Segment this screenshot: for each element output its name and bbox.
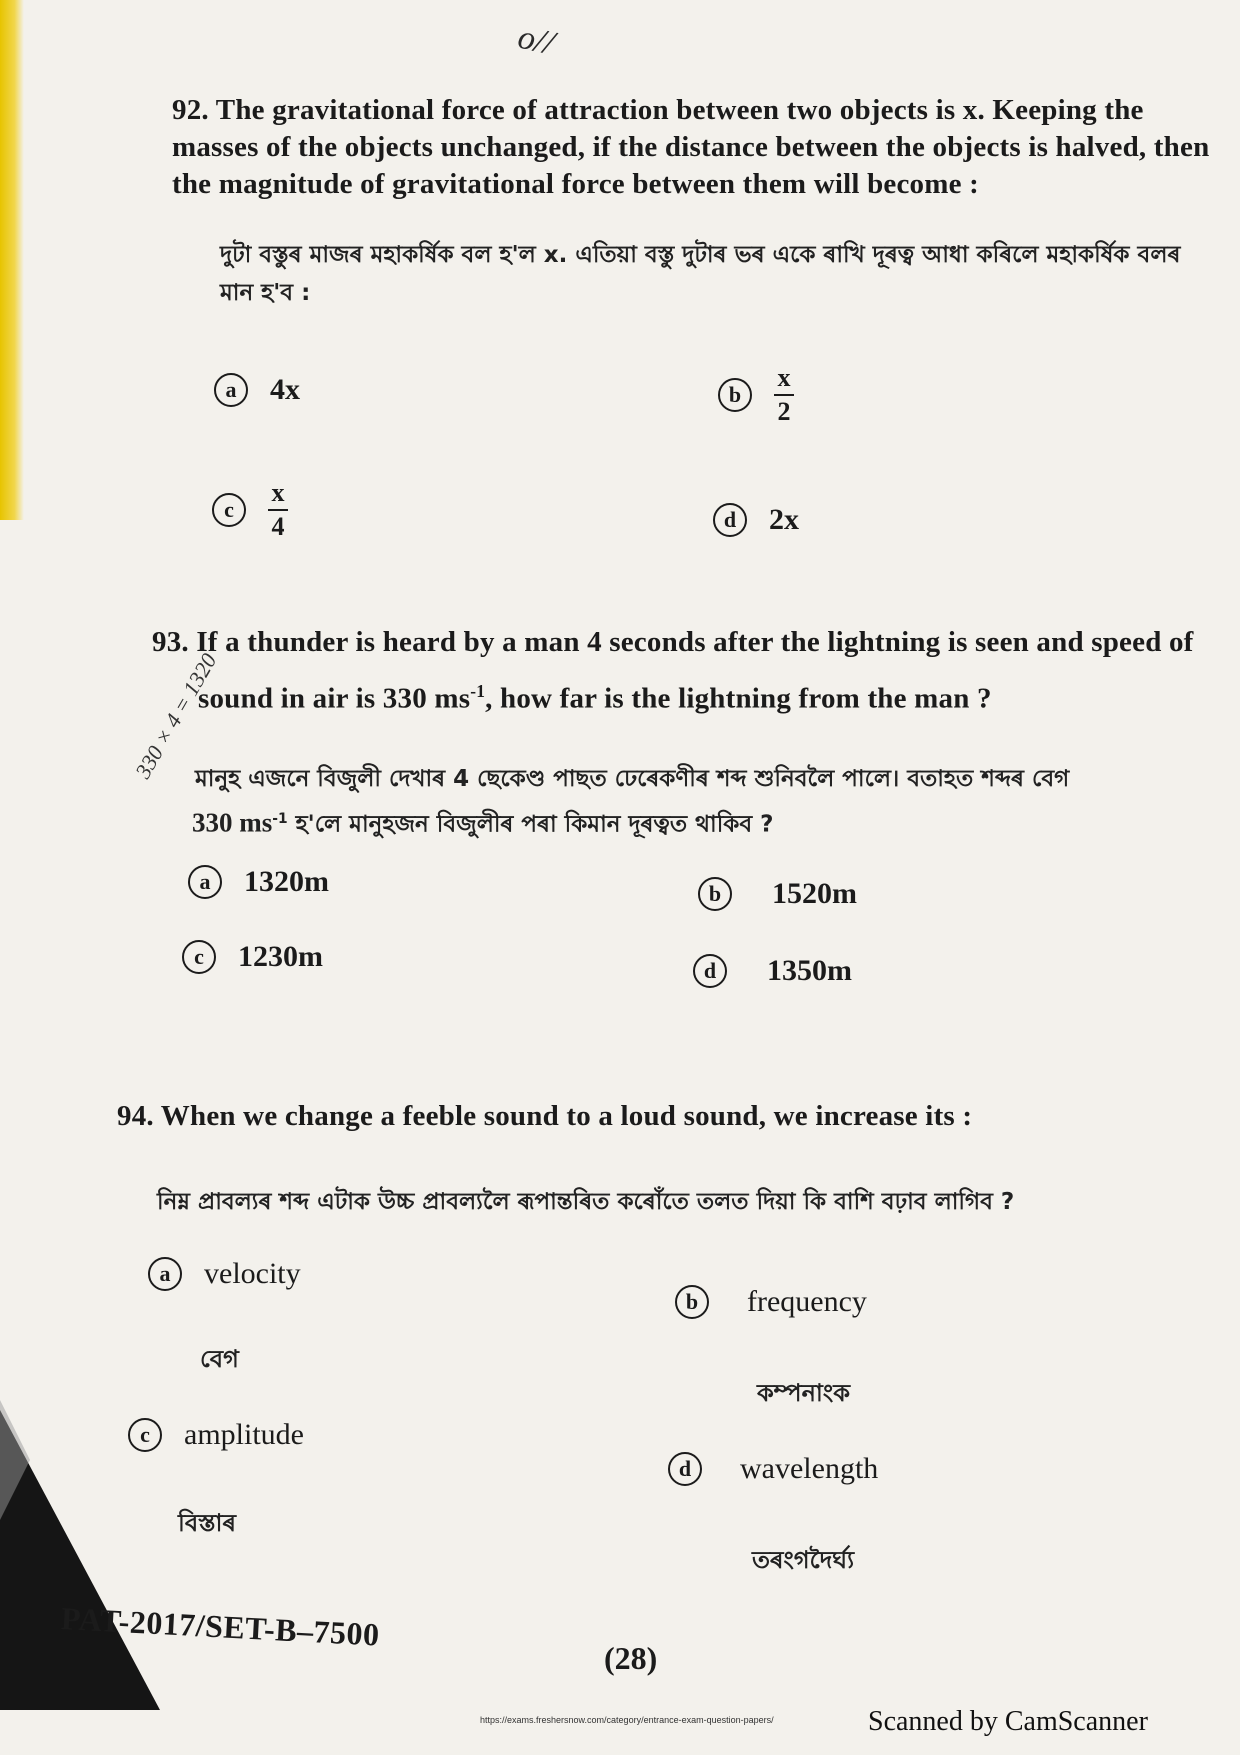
superscript: -1 — [470, 681, 486, 701]
q93-option-b[interactable] — [698, 877, 857, 911]
option-text: 1350m — [767, 954, 852, 987]
scanner-watermark: Scanned by CamScanner — [868, 1706, 1148, 1737]
denominator: 2 — [777, 397, 791, 426]
option-a-circle: a — [214, 373, 248, 407]
question-text-en: When we change a feeble sound to a loud sound, we increase its : — [160, 1100, 973, 1132]
option-text: frequency — [747, 1285, 867, 1318]
superscript: -1 — [272, 811, 288, 827]
option-a-circle: a — [188, 865, 222, 899]
q94-option-c[interactable] — [128, 1418, 304, 1452]
numerator: x — [777, 363, 791, 392]
option-b-circle: b — [698, 877, 732, 911]
question-92-text — [172, 92, 1212, 203]
option-text: 4x — [270, 373, 300, 406]
question-93-text-assamese-line1: মানুহ এজনে বিজুলী দেখাৰ 4 ছেকেণ্ড পাছত ঢেৰেকণীৰ শব্দ শুনিবলৈ পালে। বতাহত শব্দৰ বেগ — [195, 766, 1070, 792]
q94-option-b[interactable] — [675, 1285, 867, 1319]
numerator: x — [271, 478, 285, 507]
handwritten-mark: o// — [514, 18, 558, 63]
q92-option-c[interactable] — [212, 480, 288, 540]
option-d-circle: d — [693, 954, 727, 988]
option-b-circle: b — [675, 1285, 709, 1319]
q93-option-d[interactable] — [693, 954, 852, 988]
option-d-circle: d — [668, 1452, 702, 1486]
q92-option-d[interactable] — [713, 503, 799, 537]
question-number: 92. — [172, 94, 209, 126]
question-93-line2 — [198, 673, 992, 718]
fraction — [774, 365, 794, 425]
fraction — [268, 480, 288, 540]
option-text: amplitude — [184, 1418, 304, 1451]
option-c-circle: c — [182, 940, 216, 974]
option-b-circle: b — [718, 378, 752, 412]
q93-option-a[interactable] — [188, 865, 329, 899]
question-93-text-assamese-line2 — [192, 800, 774, 844]
text-part: হ'লে মানুহজন বিজুলীৰ পৰা কিমান দূৰত্বত থাকিব ? — [287, 811, 774, 838]
denominator: 4 — [271, 512, 285, 541]
option-c-circle: c — [212, 493, 246, 527]
q94-option-b-assamese: কম্পনাংক — [757, 1379, 851, 1407]
question-number: 93. — [152, 626, 189, 658]
source-url: https://exams.freshersnow.com/category/entrance-exam-question-papers/ — [480, 1715, 774, 1725]
option-a-circle: a — [148, 1257, 182, 1291]
text-part: , how far is the lightning from the man ? — [485, 682, 992, 715]
option-text: 1320m — [244, 865, 329, 898]
page-number: (28) — [604, 1640, 658, 1676]
page-edge-highlight — [0, 0, 24, 520]
question-text-en: The gravitational force of attraction between two objects is x. Keeping the masses of the objects unchanged, if the distance between the objects is halved, then the magnitude of gravitational force between them will become : — [172, 94, 1210, 200]
q94-option-d[interactable] — [668, 1452, 878, 1486]
option-text: velocity — [204, 1257, 301, 1290]
q93-option-c[interactable] — [182, 940, 323, 974]
exam-code: PAT-2017/SET-B–7500 — [60, 1600, 381, 1653]
question-text-en: If a thunder is heard by a man 4 seconds after the lightning is seen and speed of — [196, 626, 1194, 658]
option-d-circle: d — [713, 503, 747, 537]
fraction-bar — [774, 394, 794, 396]
option-text: 2x — [769, 503, 799, 536]
q94-option-c-assamese: বিস্তাৰ — [178, 1509, 236, 1537]
q94-option-a[interactable] — [148, 1257, 301, 1291]
option-c-circle: c — [128, 1418, 162, 1452]
question-94-text-assamese: নিম্ন প্ৰাবল্যৰ শব্দ এটাক উচ্চ প্ৰাবল্যলৈ ৰূপান্তৰিত কৰোঁতে তলত দিয়া কি বাশি বঢ়াব লাগিব ? — [157, 1189, 1015, 1215]
option-text: wavelength — [740, 1452, 879, 1485]
question-92-text-assamese: দুটা বস্তুৰ মাজৰ মহাকৰ্ষিক বল হ'ল x. এতিয়া বস্তু দুটাৰ ভৰ একে ৰাখি দূৰত্ব আধা কৰিলে মহাকৰ্ষিক বলৰ মান হ'ব : — [220, 242, 1181, 306]
q94-option-a-assamese: বেগ — [200, 1345, 239, 1373]
option-text: 1230m — [238, 940, 323, 973]
q92-option-a[interactable] — [214, 373, 300, 407]
q94-option-d-assamese: তৰংগদৈৰ্ঘ্য — [752, 1546, 855, 1574]
question-93-line1 — [152, 624, 1232, 661]
question-94-text — [117, 1098, 1217, 1135]
option-text: 1520m — [772, 877, 857, 910]
fraction-bar — [268, 509, 288, 511]
q92-option-b[interactable] — [718, 365, 794, 425]
handwritten-calculation: 330 × 4 = 1320 — [130, 649, 222, 783]
text-part: 330 ms — [192, 807, 273, 838]
question-number: 94. — [117, 1100, 154, 1132]
text-part: sound in air is 330 ms — [198, 682, 471, 715]
